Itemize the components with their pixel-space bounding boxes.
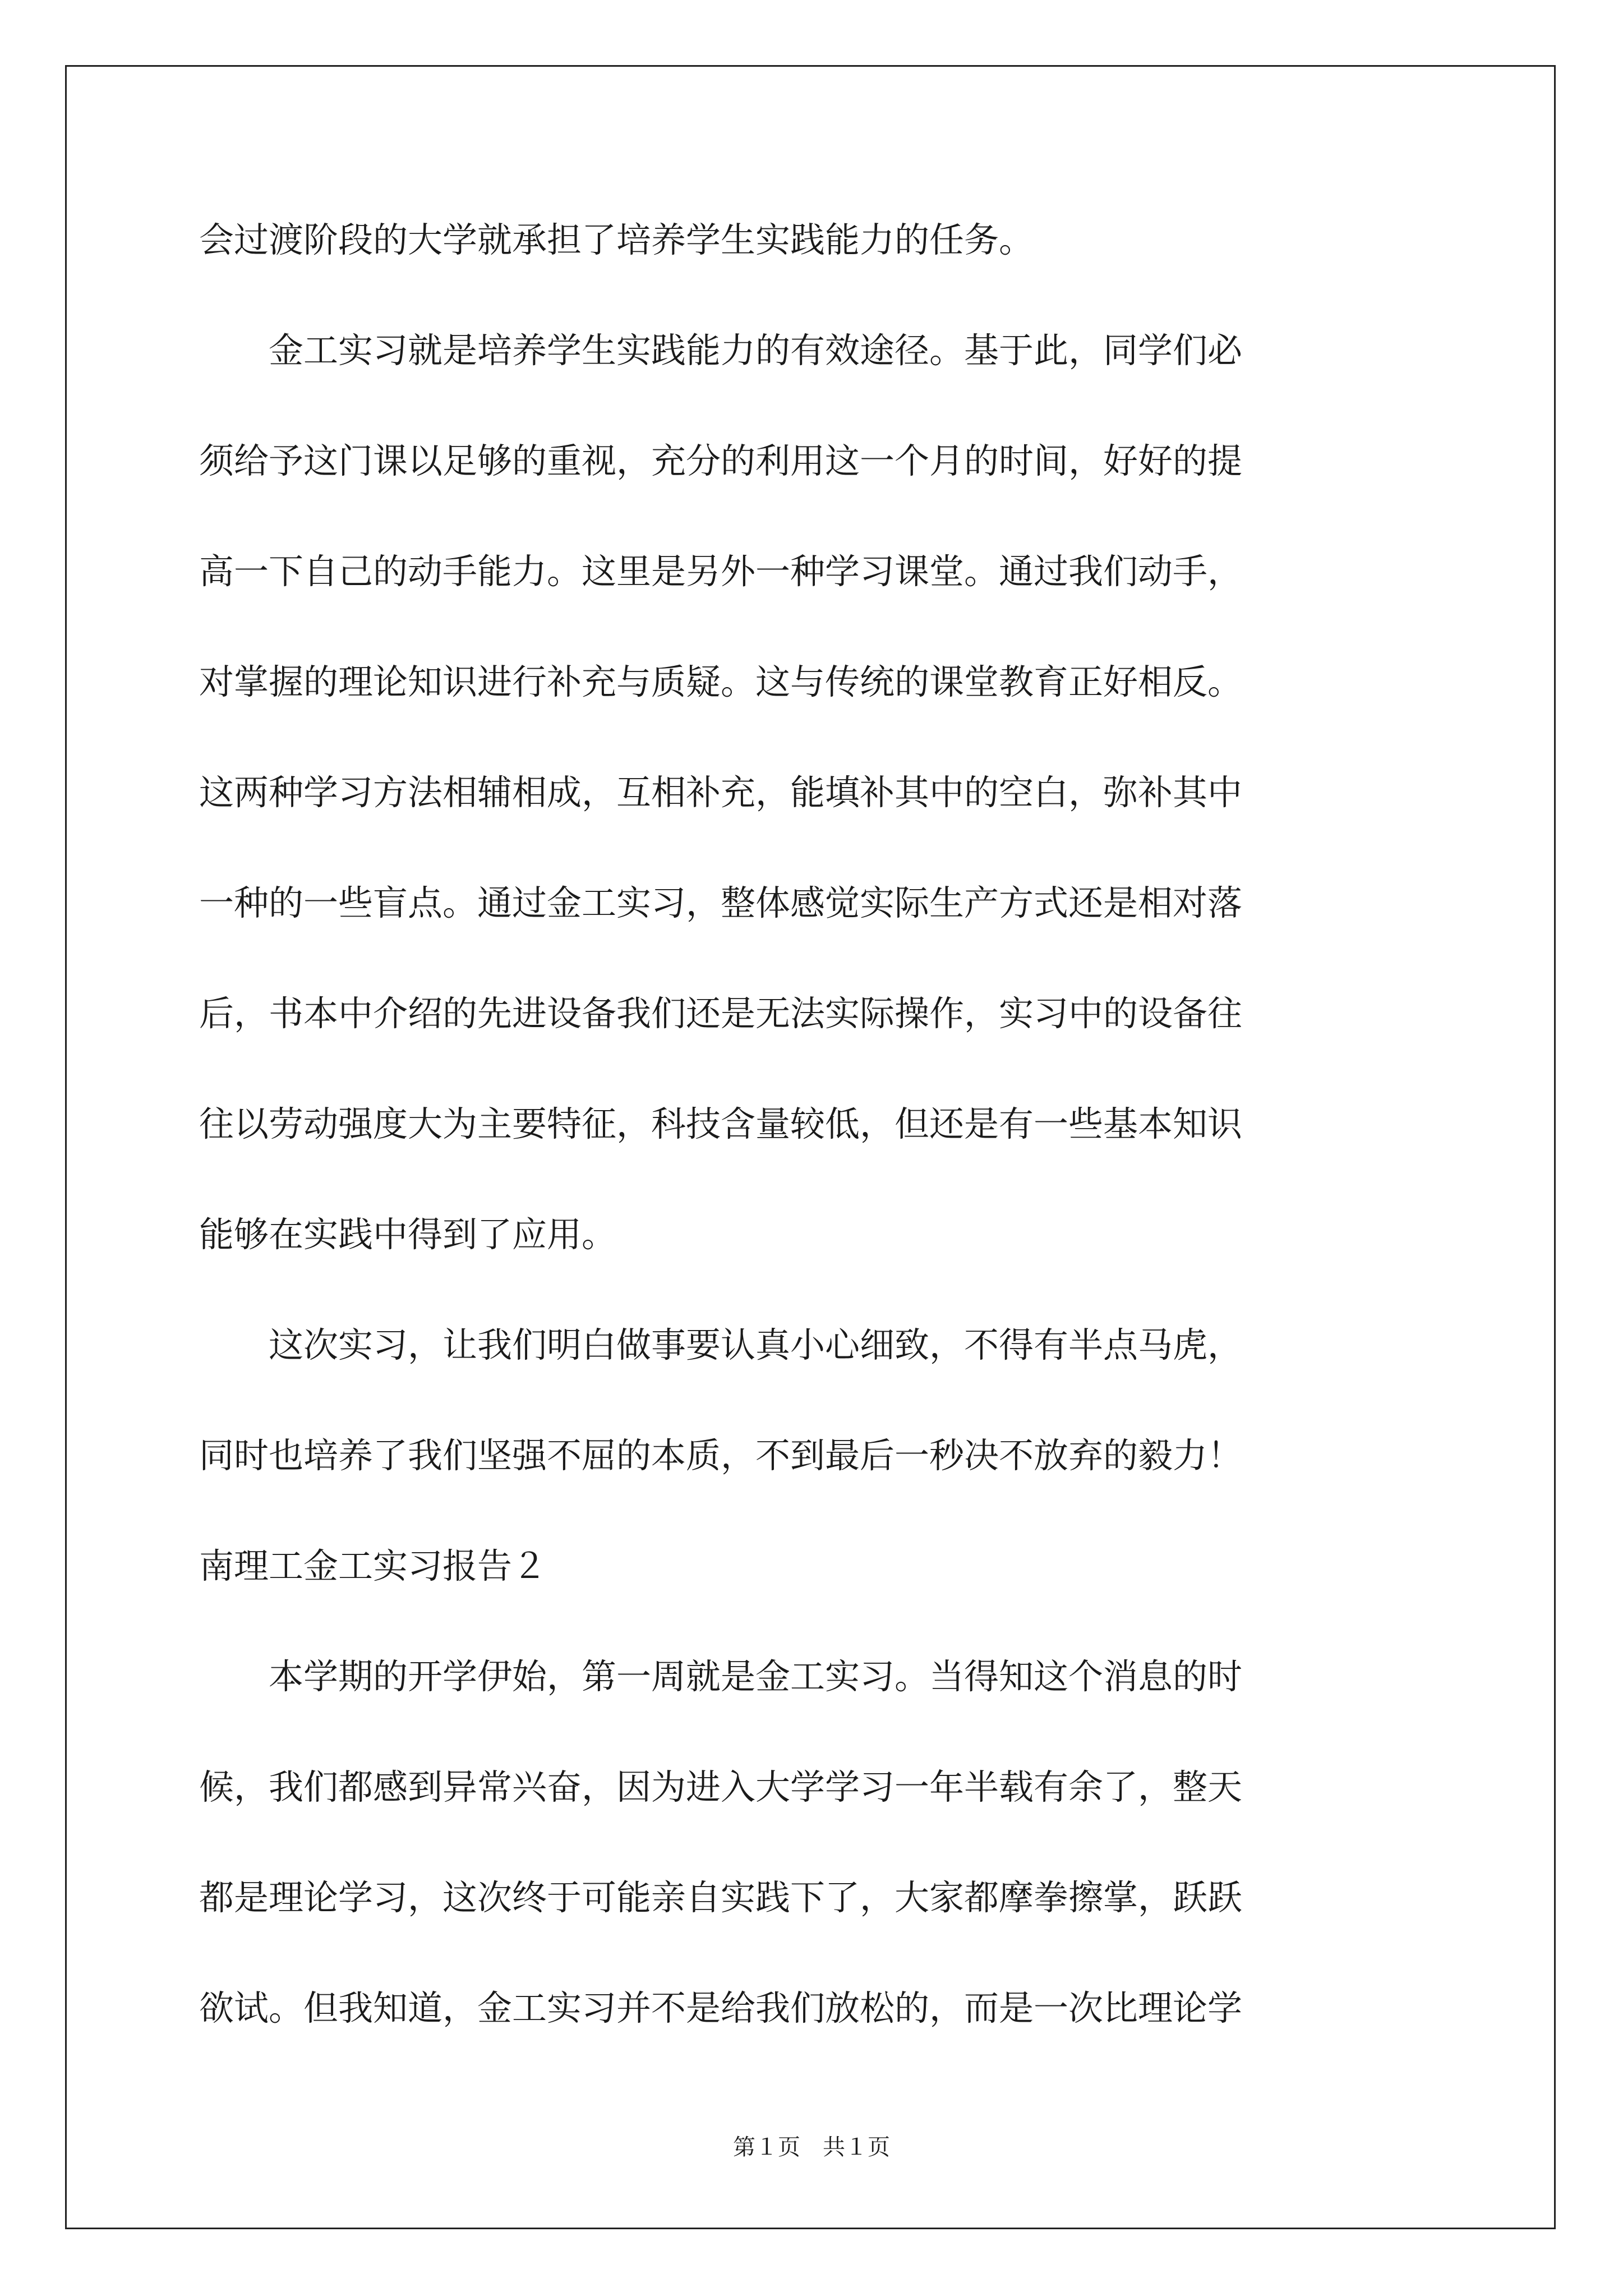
text-line: 须给予这门课以足够的重视，充分的利用这一个月的时间，好好的提 [199, 440, 1243, 481]
text-line: 这两种学习方法相辅相成，互相补充，能填补其中的空白，弥补其中 [199, 772, 1243, 813]
text-line: 本学期的开学伊始，第一周就是金工实习。当得知这个消息的时 [199, 1656, 1243, 1697]
text-line: 一种的一些盲点。通过金工实习，整体感觉实际生产方式还是相对落 [199, 882, 1243, 923]
text-line: 同时也培养了我们坚强不屈的本质，不到最后一秒决不放弃的毅力！ [199, 1435, 1243, 1476]
text-line: 后，书本中介绍的先进设备我们还是无法实际操作，实习中的设备往 [199, 993, 1243, 1034]
page-number-footer: 第１页 共１页 [733, 2134, 890, 2160]
text-line: 候，我们都感到异常兴奋，因为进入大学学习一年半载有余了，整天 [199, 1766, 1243, 1807]
text-line: 欲试。但我知道，金工实习并不是给我们放松的，而是一次比理论学 [199, 1987, 1243, 2028]
text-line: 能够在实践中得到了应用。 [199, 1214, 617, 1255]
text-line: 都是理论学习，这次终于可能亲自实践下了，大家都摩拳擦掌，跃跃 [199, 1877, 1243, 1918]
text-line: 高一下自己的动手能力。这里是另外一种学习课堂。通过我们动手， [199, 551, 1243, 592]
text-line: 这次实习，让我们明白做事要认真小心细致，不得有半点马虎， [199, 1324, 1243, 1365]
section-heading: 南理工金工实习报告２ [199, 1545, 547, 1586]
text-line: 金工实习就是培养学生实践能力的有效途径。基于此，同学们必 [199, 330, 1243, 371]
text-line: 往以劳动强度大为主要特征，科技含量较低，但还是有一些基本知识 [199, 1103, 1243, 1144]
text-line: 对掌握的理论知识进行补充与质疑。这与传统的课堂教育正好相反。 [199, 661, 1243, 702]
text-line: 会过渡阶段的大学就承担了培养学生实践能力的任务。 [199, 219, 1034, 260]
